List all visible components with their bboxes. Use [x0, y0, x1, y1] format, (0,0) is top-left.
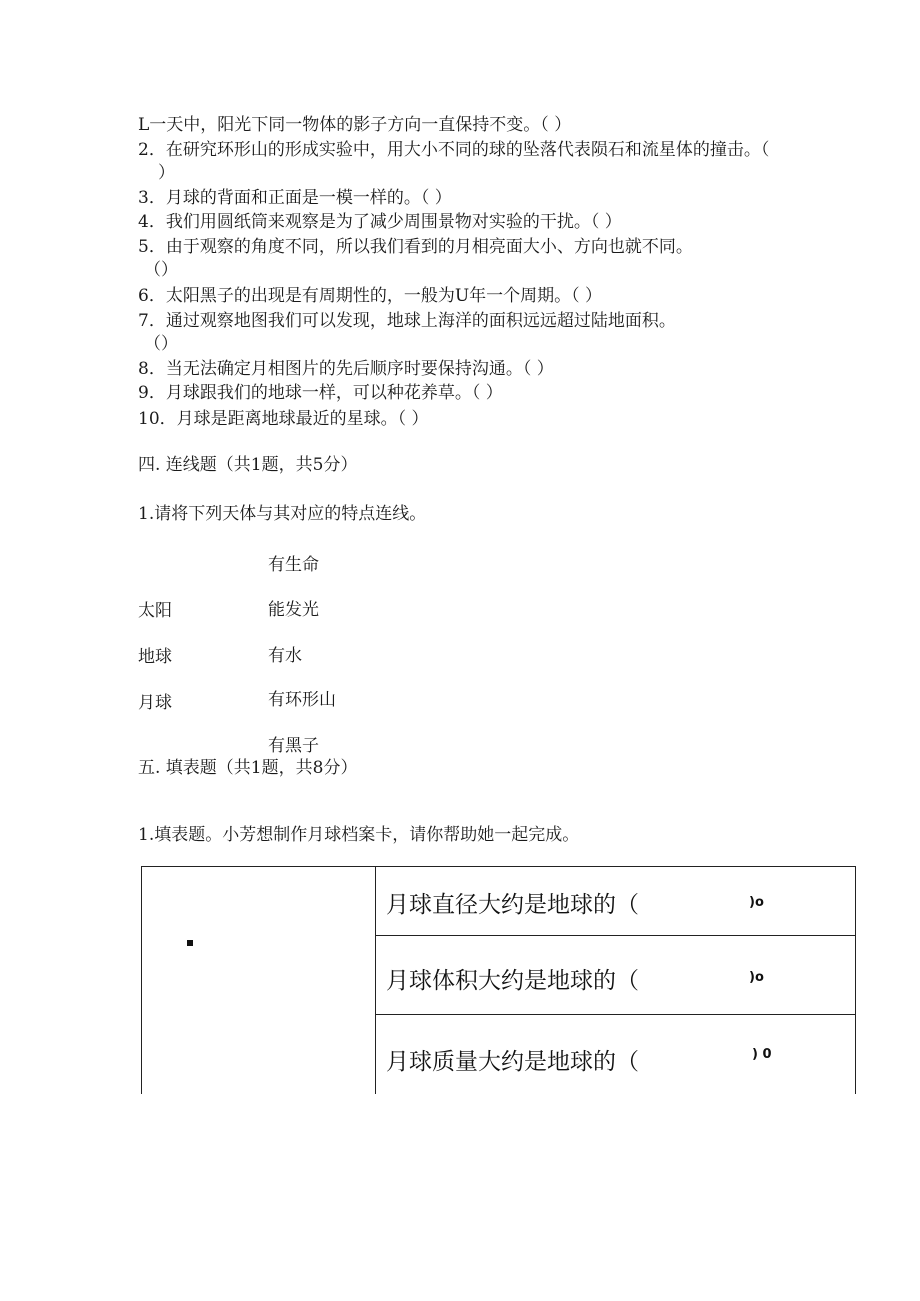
celestial-body-item: 地球 [138, 647, 172, 667]
judgement-item-10 [138, 408, 429, 430]
item-number: 6 [138, 286, 149, 306]
item-text: ．当无法确定月相图片的先后顺序时要保持沟通。（ ） [148, 359, 554, 379]
table-border-right [855, 866, 856, 1094]
section5-heading: 五. 填表题（共1题，共8分） [138, 758, 358, 778]
judgement-item-8 [138, 358, 554, 380]
item-text: ．月球的背面和正面是一模一样的。（ ） [148, 188, 452, 208]
section4-heading: 四. 连线题（共1题，共5分） [138, 455, 358, 475]
item-text: ．月球是距离地球最近的星球。（ ） [159, 409, 429, 429]
judgement-item-1 [138, 114, 571, 136]
item-text: ．我们用圆纸筒来观察是为了减少周围景物对实验的干扰。（ ） [148, 212, 622, 232]
item-number: 2 [138, 140, 149, 160]
item-number: 5 [138, 237, 149, 257]
volume-row-end: )o [749, 970, 764, 985]
item-text: ．在研究环形山的形成实验中，用大小不同的球的坠落代表陨石和流星体的撞击。（ [148, 140, 770, 160]
trait-item: 能发光 [268, 600, 319, 620]
judgement-item-2-cont [158, 162, 175, 184]
section4-question: 1.请将下列天体与其对应的特点连线。 [138, 504, 427, 524]
item-number: 8 [138, 359, 149, 379]
item-text: （） [144, 260, 178, 280]
image-placeholder [187, 940, 193, 946]
judgement-item-7-cont [144, 333, 178, 355]
judgement-item-5-cont [144, 259, 178, 281]
item-text: （） [144, 334, 178, 354]
item-text: ．通过观察地图我们可以发现，地球上海洋的面积远远超过陆地面积。 [148, 311, 676, 331]
judgement-item-3 [138, 187, 452, 209]
item-text: 一天中，阳光下同一物体的影子方向一直保持不变。（ ） [149, 115, 572, 135]
volume-row-text: 月球体积大约是地球的（ [386, 968, 639, 994]
judgement-item-9 [138, 382, 503, 404]
item-number: 9 [138, 383, 149, 403]
judgement-item-2 [138, 139, 769, 161]
table-column-divider [375, 866, 376, 1094]
diameter-row-text: 月球直径大约是地球的（ [386, 892, 639, 918]
trait-item: 有水 [268, 646, 302, 666]
mass-row-text: 月球质量大约是地球的（ [386, 1049, 639, 1075]
item-number: 7 [138, 311, 149, 331]
item-text: ．月球跟我们的地球一样，可以种花养草。（ ） [148, 383, 503, 403]
trait-item: 有黑子 [268, 736, 319, 756]
trait-item: 有生命 [268, 555, 319, 575]
item-text: ） [158, 163, 175, 183]
item-number: 10 [138, 409, 160, 429]
diameter-row-end: )o [749, 895, 764, 910]
item-number: L [138, 115, 150, 135]
celestial-body-item: 太阳 [138, 601, 172, 621]
table-row-divider [375, 1014, 856, 1015]
judgement-item-4 [138, 211, 622, 233]
mass-row-end: ) 0 [752, 1047, 772, 1062]
table-border-top [141, 866, 856, 867]
item-number: 3 [138, 188, 149, 208]
table-border-left [141, 866, 142, 1094]
celestial-body-item: 月球 [138, 693, 172, 713]
item-text: ．由于观察的角度不同，所以我们看到的月相亮面大小、方向也就不同。 [148, 237, 693, 257]
table-row-divider [375, 935, 856, 936]
section5-question: 1.填表题。小芳想制作月球档案卡，请你帮助她一起完成。 [138, 825, 580, 845]
judgement-item-7 [138, 310, 676, 332]
trait-item: 有环形山 [268, 690, 336, 710]
item-number: 4 [138, 212, 149, 232]
judgement-item-6 [138, 285, 602, 307]
judgement-item-5 [138, 236, 693, 258]
item-text: ．太阳黑子的出现是有周期性的，一般为U年一个周期。（ ） [148, 286, 603, 306]
